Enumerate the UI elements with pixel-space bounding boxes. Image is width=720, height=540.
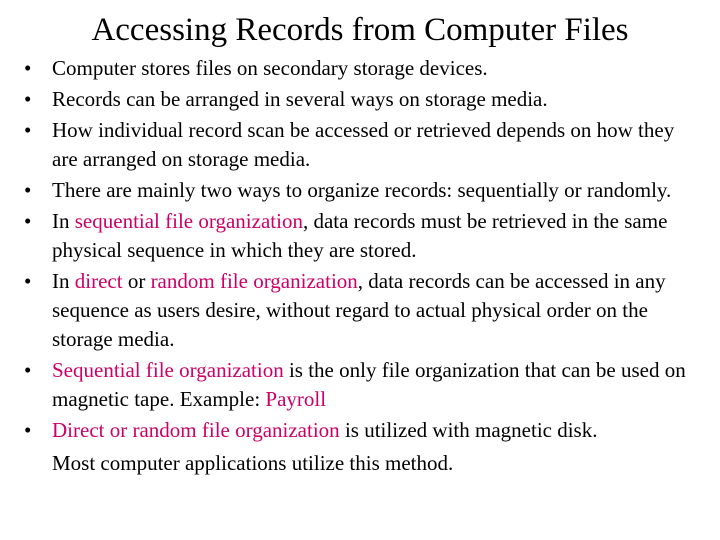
highlighted-term: random file organization (150, 269, 358, 293)
continuation-line: Most computer applications utilize this method. (52, 451, 454, 475)
bullet-text (52, 56, 488, 80)
bullet-item (24, 207, 704, 265)
bullet-text-segment: Records can be arranged in several ways on storage media. (52, 87, 548, 111)
bullet-marker: • (24, 418, 32, 442)
bullet-item (24, 267, 704, 354)
bullet-text (52, 178, 671, 202)
highlighted-term: direct (74, 269, 123, 293)
bullet-item (24, 116, 704, 174)
bullet-text-segment: Computer stores files on secondary storage devices. (52, 56, 488, 80)
bullet-marker: • (24, 118, 32, 142)
bullet-text-segment: , data records can be accessed in any sequence as users desire, without regard to actual physical order on the storage media. (52, 269, 666, 351)
bullet-marker: • (24, 178, 32, 202)
bullet-item (24, 416, 704, 445)
bullet-text (52, 418, 597, 442)
bullet-text-segment: In (52, 269, 75, 293)
bullet-item (24, 356, 704, 414)
bullet-text (52, 358, 686, 411)
bullet-text-segment: is the only file organization that can be used on magnetic tape. Example: (52, 358, 686, 411)
bullet-text (52, 118, 674, 171)
highlighted-term: Direct or random file organization (52, 418, 340, 442)
bullet-marker: • (24, 87, 32, 111)
bullet-text-segment: , data records must be retrieved in the same physical sequence in which they are stored. (52, 209, 668, 262)
bullet-text-segment: is utilized with magnetic disk. (339, 418, 598, 442)
bullet-item (24, 54, 704, 83)
bullet-marker: • (24, 358, 32, 382)
bullet-list (24, 54, 704, 479)
bullet-marker: • (24, 209, 32, 233)
bullet-item (24, 176, 704, 205)
slide-title: Accessing Records from Computer Files (91, 12, 629, 48)
bullet-text-segment: In (52, 209, 75, 233)
bullet-text (52, 87, 548, 111)
highlighted-term: Sequential file organization (52, 358, 284, 382)
bullet-item (24, 85, 704, 114)
bullet-text-segment: or (122, 269, 151, 293)
bullet-marker: • (24, 56, 32, 80)
bullet-text-segment: There are mainly two ways to organize records: sequentially or randomly. (52, 178, 672, 202)
bullet-marker: • (24, 269, 32, 293)
highlighted-term: sequential file organization (74, 209, 303, 233)
bullet-text-segment: How individual record scan be accessed or retrieved depends on how they are arranged on storage media. (52, 118, 675, 171)
bullet-text (52, 209, 667, 262)
bullet-text (52, 269, 666, 351)
highlighted-term: Payroll (265, 387, 327, 411)
